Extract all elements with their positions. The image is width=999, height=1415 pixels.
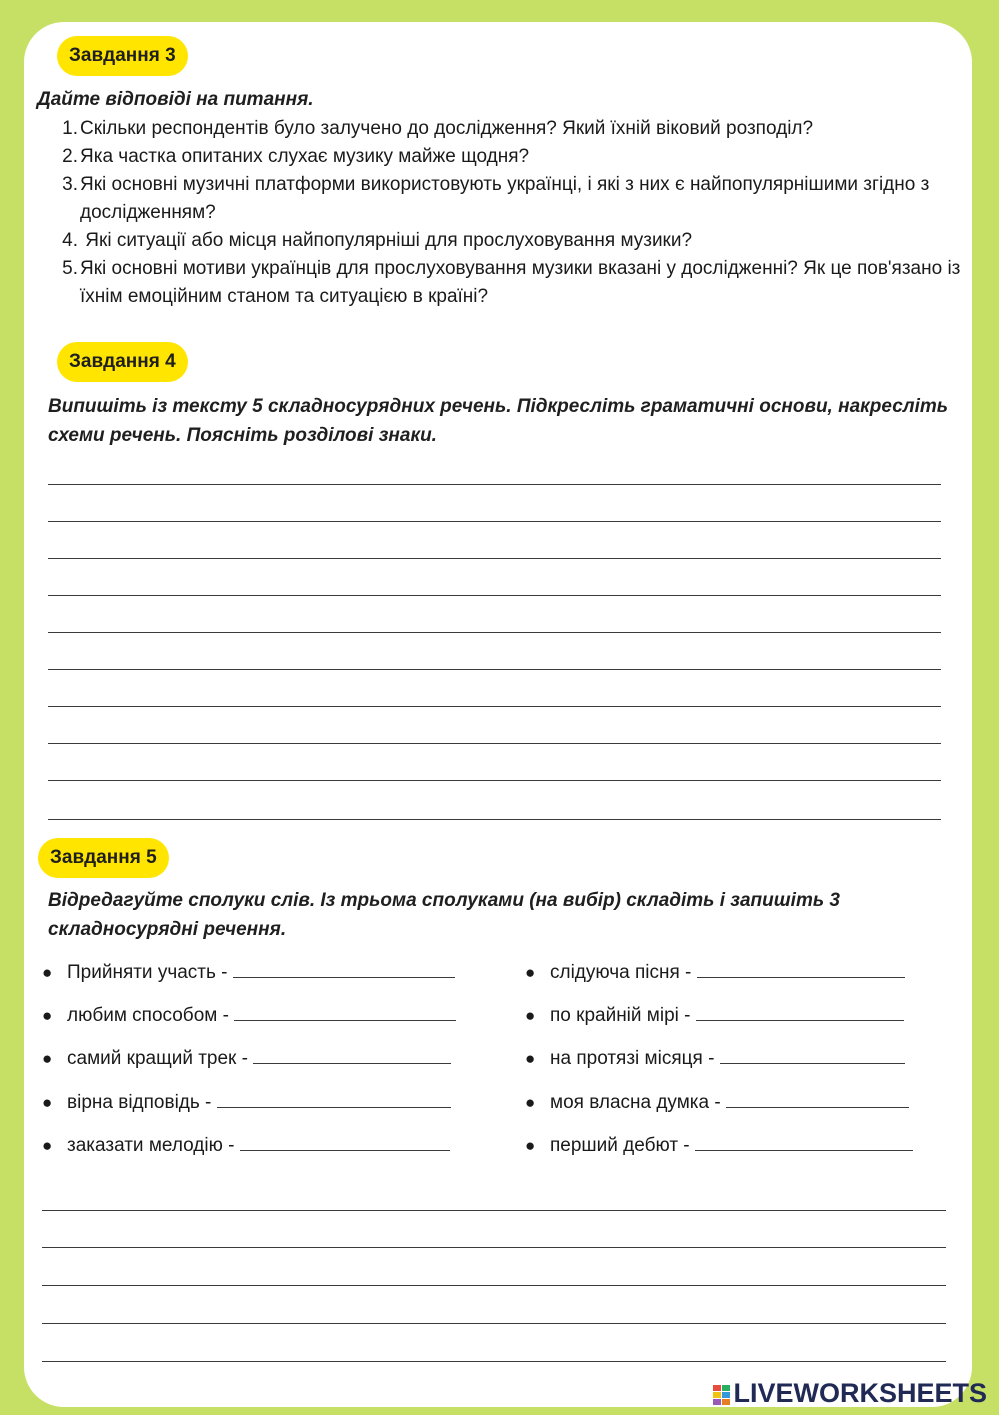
answer-line[interactable] xyxy=(42,1323,946,1324)
phrase-answer-blank[interactable] xyxy=(253,1045,451,1064)
task4-instruction: Випишіть із тексту 5 складносурядних речень. Підкресліть граматичні основи, накресліть схеми речень. Поясніть розділові знаки. xyxy=(48,396,949,446)
task3-question-list xyxy=(52,115,972,311)
answer-line[interactable] xyxy=(42,1247,946,1248)
phrase-answer-blank[interactable] xyxy=(234,1002,456,1021)
task4-badge: Завдання 4 xyxy=(57,342,188,382)
phrase-item: ● вірна відповідь - xyxy=(42,1089,451,1116)
bullet-icon: ● xyxy=(42,963,53,982)
task3-badge: Завдання 3 xyxy=(57,36,188,76)
phrase-answer-blank[interactable] xyxy=(720,1045,905,1064)
task5-instruction: Відредагуйте сполуки слів. Із трьома сполуками (на вибір) складіть і запишіть 3 складносурядні речення. xyxy=(48,890,840,940)
phrase-item: ● по крайній мірі - xyxy=(525,1002,904,1029)
phrase-answer-blank[interactable] xyxy=(695,1132,913,1151)
task3-instruction: Дайте відповіді на питання. xyxy=(37,89,314,110)
bullet-icon: ● xyxy=(525,963,536,982)
phrase-item: ● на протязі місяця - xyxy=(525,1045,905,1072)
phrase-answer-blank[interactable] xyxy=(696,1002,904,1021)
answer-line[interactable] xyxy=(48,521,941,522)
answer-line[interactable] xyxy=(48,632,941,633)
answer-line[interactable] xyxy=(48,484,941,485)
question-item: 3. Які основні музичні платформи використовують українці, і які з них є найпопулярнішими згідно з дослідженням? xyxy=(62,174,930,223)
bullet-icon: ● xyxy=(42,1093,53,1112)
phrase-answer-blank[interactable] xyxy=(240,1132,450,1151)
phrase-item: ● моя власна думка - xyxy=(525,1089,909,1116)
question-item: 1. Скільки респондентів було залучено до дослідження? Який їхній віковий розподіл? xyxy=(62,118,814,139)
phrase-answer-blank[interactable] xyxy=(697,959,905,978)
phrase-item: ● перший дебют - xyxy=(525,1132,913,1159)
question-item: 5. Які основні мотиви українців для прослуховування музики вказані у дослідженні? Як це пов'язано із їхнім емоційним станом та ситуацією в країні? xyxy=(62,258,961,307)
bullet-icon: ● xyxy=(42,1049,53,1068)
answer-line[interactable] xyxy=(42,1285,946,1286)
bullet-icon: ● xyxy=(525,1006,536,1025)
bullet-icon: ● xyxy=(42,1136,53,1155)
phrase-answer-blank[interactable] xyxy=(217,1089,451,1108)
liveworksheets-cube-icon xyxy=(713,1383,731,1405)
answer-line[interactable] xyxy=(48,819,941,820)
answer-line[interactable] xyxy=(42,1210,946,1211)
answer-line[interactable] xyxy=(48,595,941,596)
answer-line[interactable] xyxy=(48,669,941,670)
phrase-answer-blank[interactable] xyxy=(233,959,455,978)
bullet-icon: ● xyxy=(525,1049,536,1068)
phrase-item: ● заказати мелодію - xyxy=(42,1132,450,1159)
answer-line[interactable] xyxy=(48,743,941,744)
phrase-item: ● любим способом - xyxy=(42,1002,456,1029)
answer-line[interactable] xyxy=(42,1361,946,1362)
phrase-answer-blank[interactable] xyxy=(726,1089,909,1108)
question-item: 2. Яка частка опитаних слухає музику майже щодня? xyxy=(62,146,530,167)
phrase-item: ● слідуюча пісня - xyxy=(525,959,905,986)
answer-line[interactable] xyxy=(48,558,941,559)
phrase-item: ● самий кращий трек - xyxy=(42,1045,451,1072)
liveworksheets-logo: LIVEWORKSHEETS xyxy=(713,1378,987,1409)
question-item: 4. Які ситуації або місця найпопулярніші для прослуховування музики? xyxy=(62,230,693,251)
bullet-icon: ● xyxy=(525,1136,536,1155)
bullet-icon: ● xyxy=(525,1093,536,1112)
task5-badge: Завдання 5 xyxy=(38,838,169,878)
phrase-item: ● Прийняти участь - xyxy=(42,959,455,986)
bullet-icon: ● xyxy=(42,1006,53,1025)
answer-line[interactable] xyxy=(48,706,941,707)
answer-line[interactable] xyxy=(48,780,941,781)
